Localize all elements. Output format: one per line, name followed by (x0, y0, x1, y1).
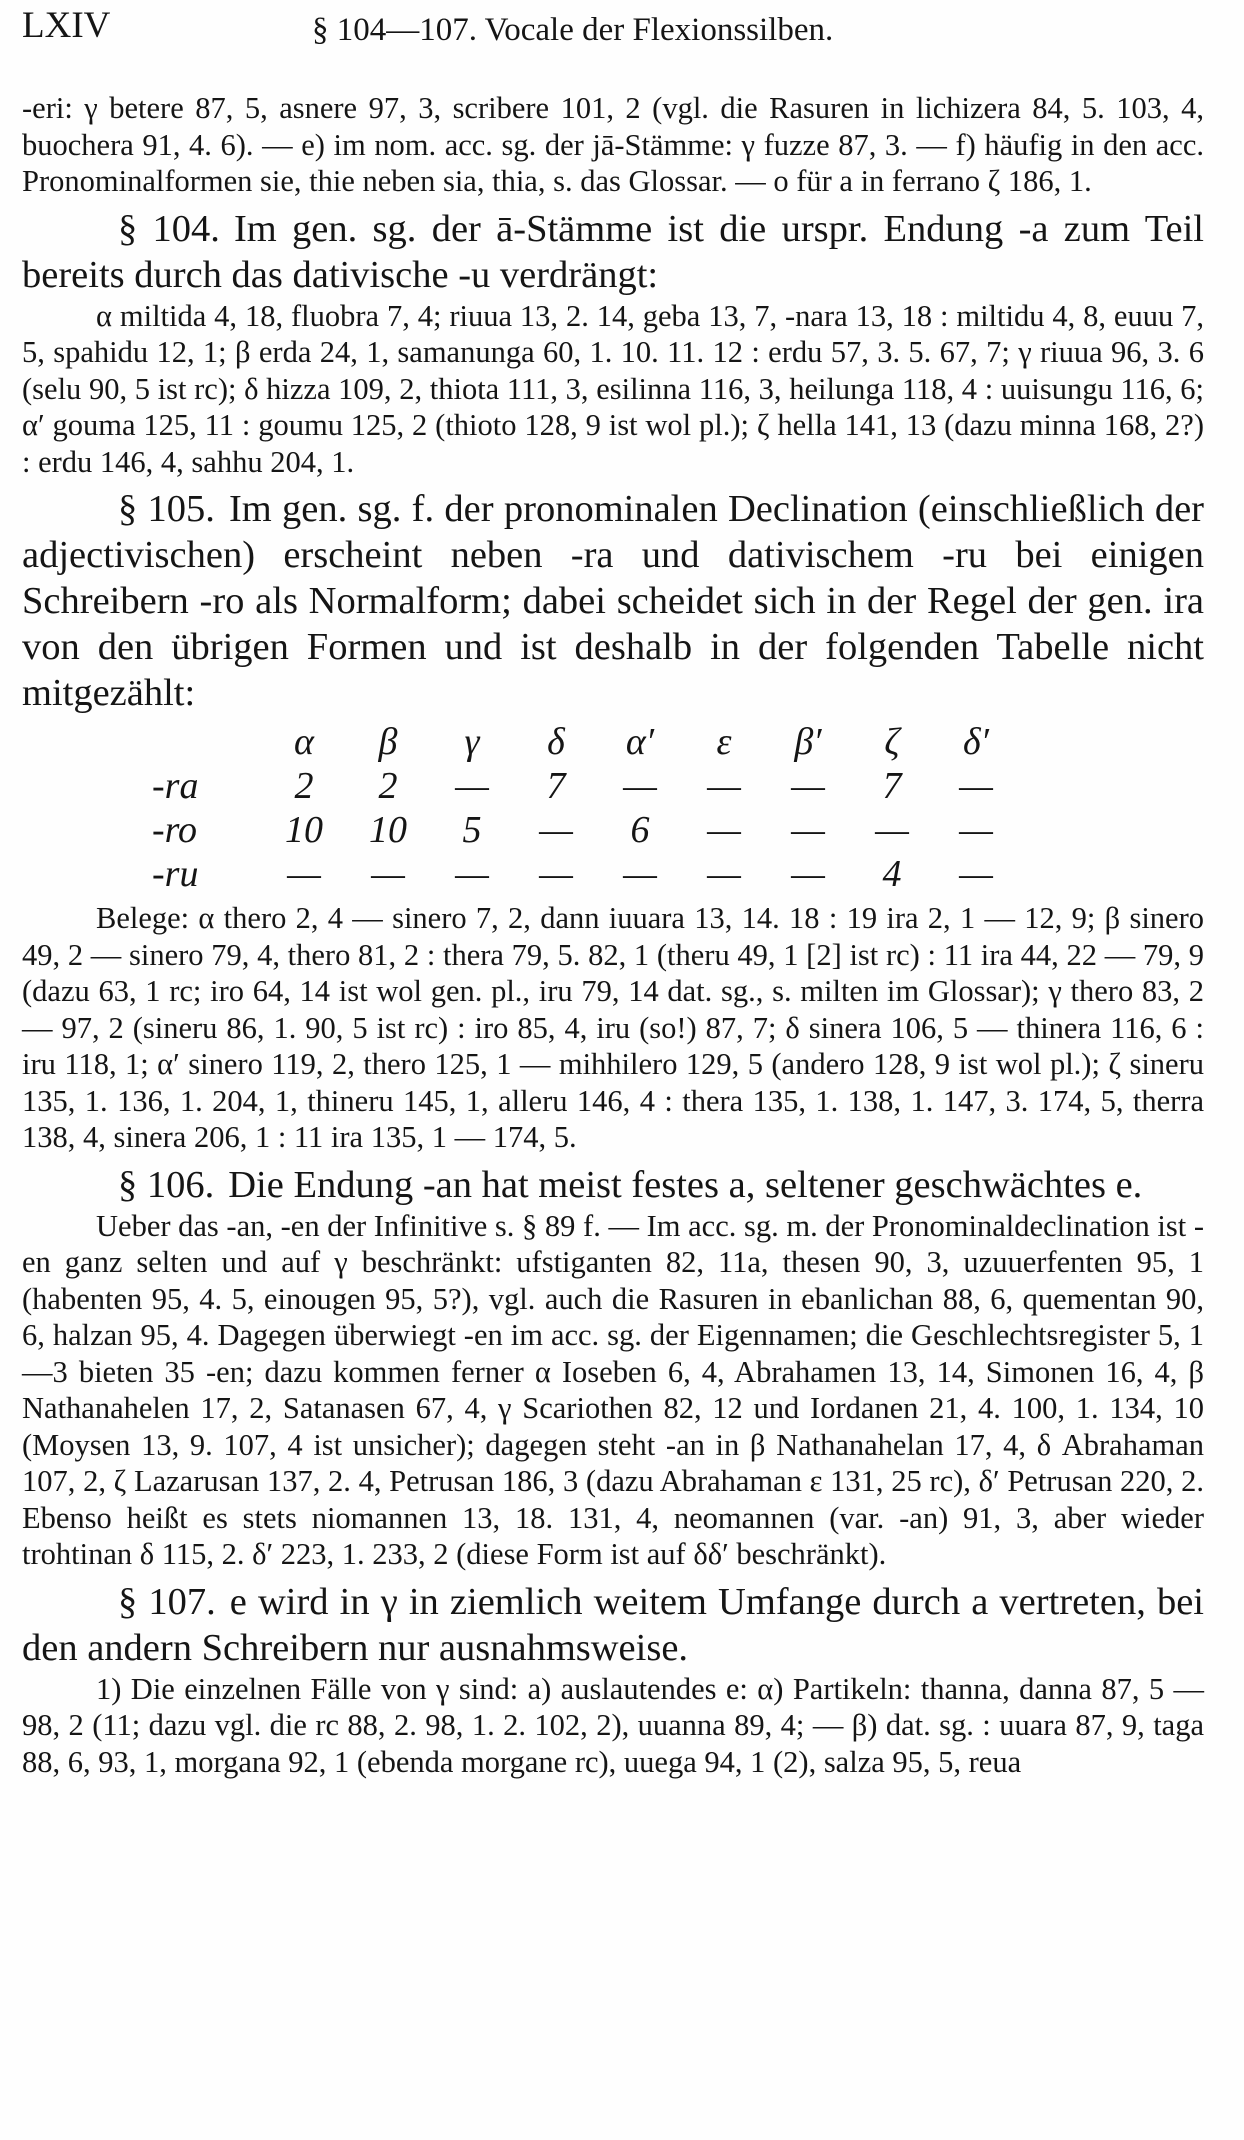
table-cell: — (623, 853, 657, 895)
table-cell: — (539, 853, 573, 895)
running-header (22, 4, 1204, 54)
table-row (152, 764, 1018, 808)
section-105-body: Belege: α thero 2, 4 — sinero 7, 2, dann iuuara 13, 14. 18 : 19 ira 2, 1 — 12, 9; β sinero 49, 2 — sinero 79, 4, thero 81, 2 : thera 79, 5. 82, 1 (theru 49, 1 [2] ist rc) : 11 ira 44, 22 — 79, 9 (dazu 63, 1 rc; iro 64, 14 ist wol gen. pl., iru 79, 14 dat. sg., s. milten im Glossar); γ thero 83, 2 — 97, 2 (sineru 86, 1. 90, 5 ist rc) : iro 85, 4, iru (so!) 87, 7; δ sinera 106, 5 — thinera 116, 6 : iru 118, 1; α′ sinero 119, 2, thero 125, 1 — mihhilero 129, 5 (andero 128, 9 ist wol pl.); ζ sineru 135, 1. 136, 1. 204, 1, thineru 145, 1, alleru 146, 4 : thera 135, 1. 138, 1. 147, 3. 174, 5, therra 138, 4, sinera 206, 1 : 11 ira 135, 1 — 174, 5. (22, 901, 1204, 1154)
table-cell: 7 (546, 765, 566, 807)
table-cell: 4 (882, 853, 902, 895)
table-header-cell: ε (716, 721, 732, 763)
table-row (152, 852, 1018, 896)
table-cell: — (791, 809, 825, 851)
table-header-cell: γ (464, 721, 480, 763)
table-cell: 6 (630, 809, 650, 851)
section-106-body: Ueber das -an, -en der Infinitive s. § 89 f. — Im acc. sg. m. der Pronominaldeclination ist -en ganz selten und auf γ beschränkt: ufstiganten 82, 11a, thesen 90, 3, uzuuerfenten 95, 1 (habenten 95, 4. 5, einougen 95, 5?), vgl. auch die Rasuren in ebanlichan 88, 6, quementan 90, 6, halzan 95, 4. Dagegen überwiegt -en im acc. sg. der Eigennamen; die Geschlechtsregister 5, 1—3 bieten 35 -en; dazu kommen ferner α Ioseben 6, 4, Abrahamen 13, 14, Simonen 16, 4, β Nathanahelen 17, 2, Satanasen 67, 4, γ Scariothen 82, 12 und Iordanen 21, 4. 100, 1. 134, 10 (Moysen 13, 9. 107, 4 ist unsicher); dagegen steht -an in β Nathanahelan 17, 4, δ Abrahaman 107, 2, ζ Lazarusan 137, 2. 4, Petrusan 186, 3 (dazu Abrahaman ε 131, 25 rc), δ′ Petrusan 220, 2. Ebenso heißt es stets niomannen 13, 18. 131, 4, neomannen (var. -an) 91, 3, aber wieder trohtinan δ 115, 2. δ′ 223, 1. 233, 2 (diese Form ist auf δδ′ beschränkt). (22, 1208, 1204, 1571)
table-cell: — (287, 853, 321, 895)
table-cell: — (707, 853, 741, 895)
page-body (22, 90, 1204, 1780)
section-107-heading (22, 1579, 1204, 1671)
section-104-heading (22, 206, 1204, 298)
table-cell: 2 (294, 765, 314, 807)
section-106-number: § 106. (118, 1163, 215, 1206)
table-header-cell: δ′ (963, 721, 989, 763)
section-104-number: § 104. (118, 207, 220, 250)
table-cell: — (791, 765, 825, 807)
table-cell: — (959, 809, 993, 851)
section-105-heading-text: Im gen. sg. f. der pronominalen Declination (einschließlich der adjectivischen) erscheint neben -ra und dativischem -ru bei einigen Schreibern -ro als Normalform; dabei scheidet sich in der Regel der gen. ira von den übrigen Formen und ist deshalb in der folgenden Tabelle nicht mitgezählt: (22, 488, 1205, 714)
table-header-cell: ζ (884, 721, 900, 763)
table-cell: — (623, 765, 657, 807)
table-header-cell: α (294, 721, 314, 763)
ending-count-table (152, 720, 1018, 896)
table-row-label: -ro (152, 809, 198, 851)
table-cell: — (707, 809, 741, 851)
section-104-body: α miltida 4, 18, fluobra 7, 4; riuua 13, 2. 14, geba 13, 7, -nara 13, 18 : miltidu 4, 8, euuu 7, 5, spahidu 12, 1; β erda 24, 1, samanunga 60, 1. 10. 11. 12 : erdu 57, 3. 5. 67, 7; γ riuua 96, 3. 6 (selu 90, 5 ist rc); δ hizza 109, 2, thiota 111, 3, esilinna 116, 3, heilunga 118, 4 : uuisungu 116, 6; α′ gouma 125, 11 : goumu 125, 2 (thioto 128, 9 ist wol pl.); ζ hella 141, 13 (dazu minna 168, 2?) : erdu 146, 4, sahhu 204, 1. (22, 298, 1204, 479)
table-header-cell: δ (547, 721, 565, 763)
table-cell: — (371, 853, 405, 895)
running-title: § 104—107. Vocale der Flexionssilben. (312, 12, 834, 48)
table-header-cell: β (378, 721, 398, 763)
section-107-body: 1) Die einzelnen Fälle von γ sind: a) auslautendes e: α) Partikeln: thanna, danna 87, 5 — 98, 2 (11; dazu vgl. die rc 88, 2. 98, 1. 2. 102, 2), uuanna 89, 4; — β) dat. sg. : uuara 87, 9, taga 88, 6, 93, 1, morgana 92, 1 (ebenda morgane rc), uuega 94, 1 (2), salza 95, 5, reua (22, 1671, 1204, 1779)
table-header-cell (152, 720, 262, 764)
table-row-label: -ra (152, 765, 199, 807)
table-cell: 2 (378, 765, 398, 807)
table-cell: — (539, 809, 573, 851)
table-cell: 10 (285, 809, 323, 851)
section-107-number: § 107. (118, 1580, 216, 1623)
table-cell: — (707, 765, 741, 807)
table-header-cell: β′ (794, 721, 822, 763)
table-cell: — (455, 765, 489, 807)
table-row (152, 808, 1018, 852)
intro-paragraph: -eri: γ betere 87, 5, asnere 97, 3, scribere 101, 2 (vgl. die Rasuren in lichizera 84, 5. 103, 4, buochera 91, 4. 6). — e) im nom. acc. sg. der jā-Stämme: γ fuzze 87, 3. — f) häufig in den acc. Pronominalformen sie, thie neben sia, thia, s. das Glossar. — o für a in ferrano ζ 186, 1. (22, 91, 1204, 198)
table-cell: 10 (369, 809, 407, 851)
table-cell: — (959, 853, 993, 895)
table-cell: — (791, 853, 825, 895)
table-header-row (152, 720, 1018, 764)
table-cell: — (455, 853, 489, 895)
table-cell: — (959, 765, 993, 807)
table-header-cell: α′ (625, 721, 655, 763)
section-104-heading-text: Im gen. sg. der ā-Stämme ist die urspr. Endung -a zum Teil bereits durch das dativische -u verdrängt: (22, 207, 1204, 296)
table-cell: — (875, 809, 909, 851)
section-107-heading-text: e wird in γ in ziemlich weitem Umfange durch a vertreten, bei den andern Schreibern nur ausnahmsweise. (22, 1580, 1204, 1669)
section-105-number: § 105. (118, 488, 215, 530)
table-cell: 7 (882, 765, 902, 807)
page-number: LXIV (22, 5, 111, 46)
table-cell: 5 (462, 809, 482, 851)
section-106-heading-text: Die Endung -an hat meist festes a, seltener geschwächtes e. (228, 1163, 1143, 1206)
section-106-heading (22, 1162, 1204, 1208)
section-105-heading (22, 486, 1204, 716)
table-row-label: -ru (152, 853, 199, 895)
